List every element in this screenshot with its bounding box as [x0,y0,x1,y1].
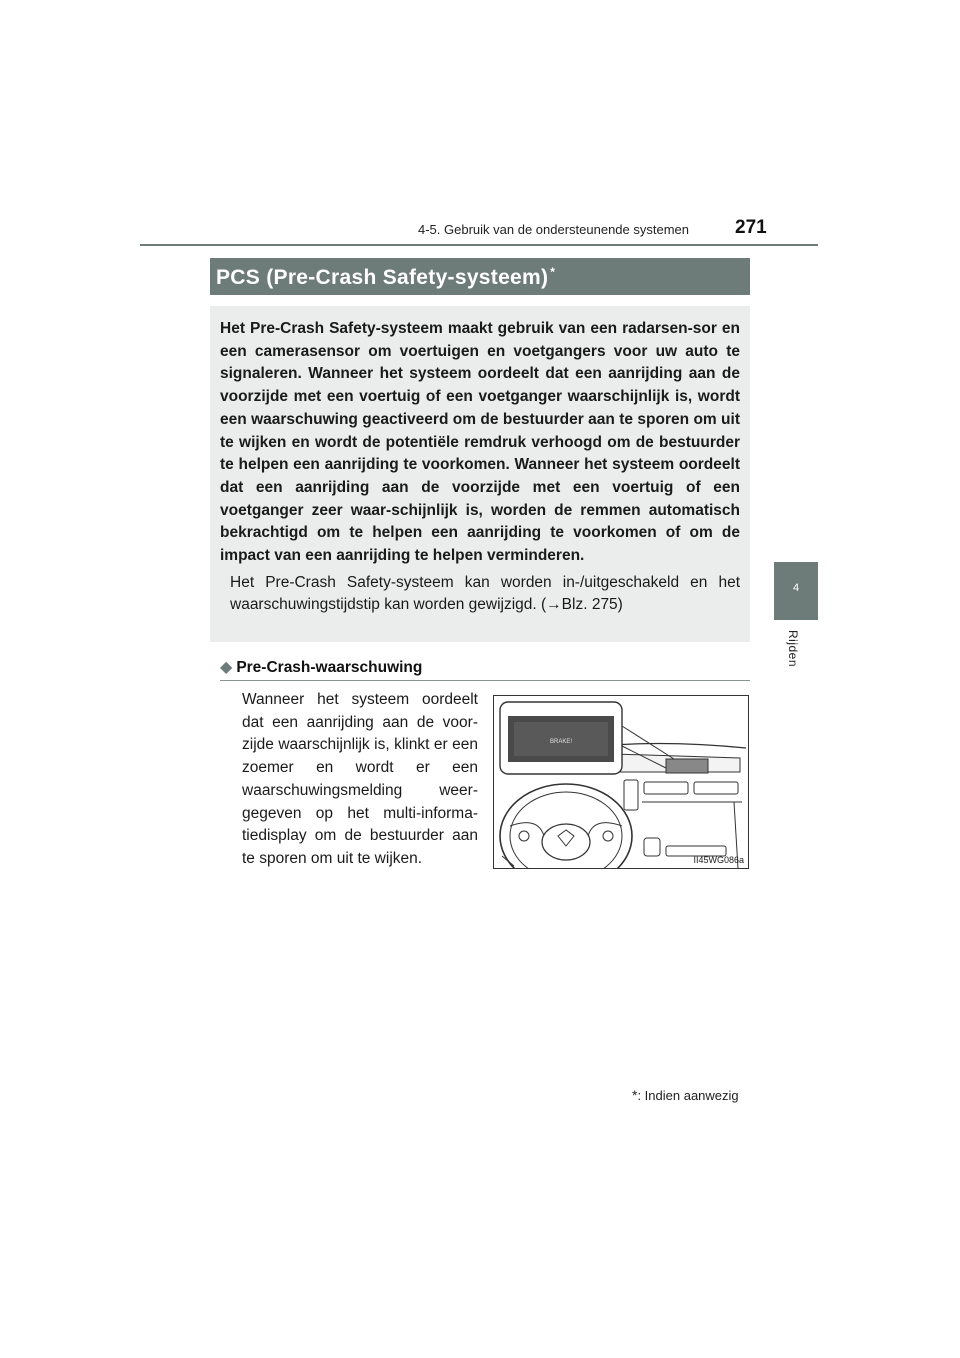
intro-paragraph: Het Pre-Crash Safety-systeem maakt gebruik van een radarsen-sor en een camerasensor om voertuigen en voetgangers voor uw auto te signaleren. Wanneer het systeem oordeelt dat een aanrijding aan de voorzijde met een voertuig of een voetganger waarschijnlijk is, wordt een waarschuwing geactiveerd om de bestuurder aan te sporen om uit te wijken en wordt de potentiële remdruk verhoogd om de bestuurder te helpen een aanrijding te voorkomen. Wanneer het systeem oordeelt dat een aanrijding aan de voorzijde met een voertuig of een voetganger zeer waar-schijnlijk is, worden de remmen automatisch bekrachtigd om te helpen een aanrijding te voorkomen of om de impact van een aanrijding te helpen verminderen. [220,320,740,565]
dashboard-drawing [494,696,748,868]
illustration-code: II45WG086a [693,855,744,865]
chapter-tab [774,562,818,620]
subsection-rule [220,680,750,681]
subsection-heading-text: Pre-Crash-waarschuwing [236,659,423,676]
running-header: 4-5. Gebruik van de ondersteunende systemen [418,222,690,237]
chapter-label: Rijden [786,630,800,668]
display-message: BRAKE! [549,739,573,745]
body-paragraph: Wanneer het systeem oordeelt dat een aanrijding aan de voor-zijde waarschijnlijk is, klinkt er een zoemer en wordt er een waarschuwingsmelding weer-gegeven op het multi-informa-tiedisplay om de bestuurder aan te sporen om uit te wijken. [242,691,478,867]
section-title-bar [210,258,750,295]
chapter-number: 4 [792,582,800,594]
intro-note: Het Pre-Crash Safety-systeem kan worden in-/uitgeschakeld en het waarschuwingstijdstip kan worden gewijzigd. (→Blz. 275) [230,573,740,614]
header-rule [140,244,818,246]
page-number: 271 [735,217,767,238]
subsection-heading [220,657,422,677]
section-title [216,265,555,290]
footnote-asterisk: * [632,1087,638,1103]
title-asterisk: * [550,265,556,279]
footnote [632,1087,739,1103]
dashboard-illustration [493,695,749,869]
intro-box [210,306,750,642]
section-title-text: PCS (Pre-Crash Safety-systeem) [216,266,549,289]
footnote-text: : Indien aanwezig [637,1088,739,1103]
diamond-bullet-icon: ◆ [220,659,233,676]
